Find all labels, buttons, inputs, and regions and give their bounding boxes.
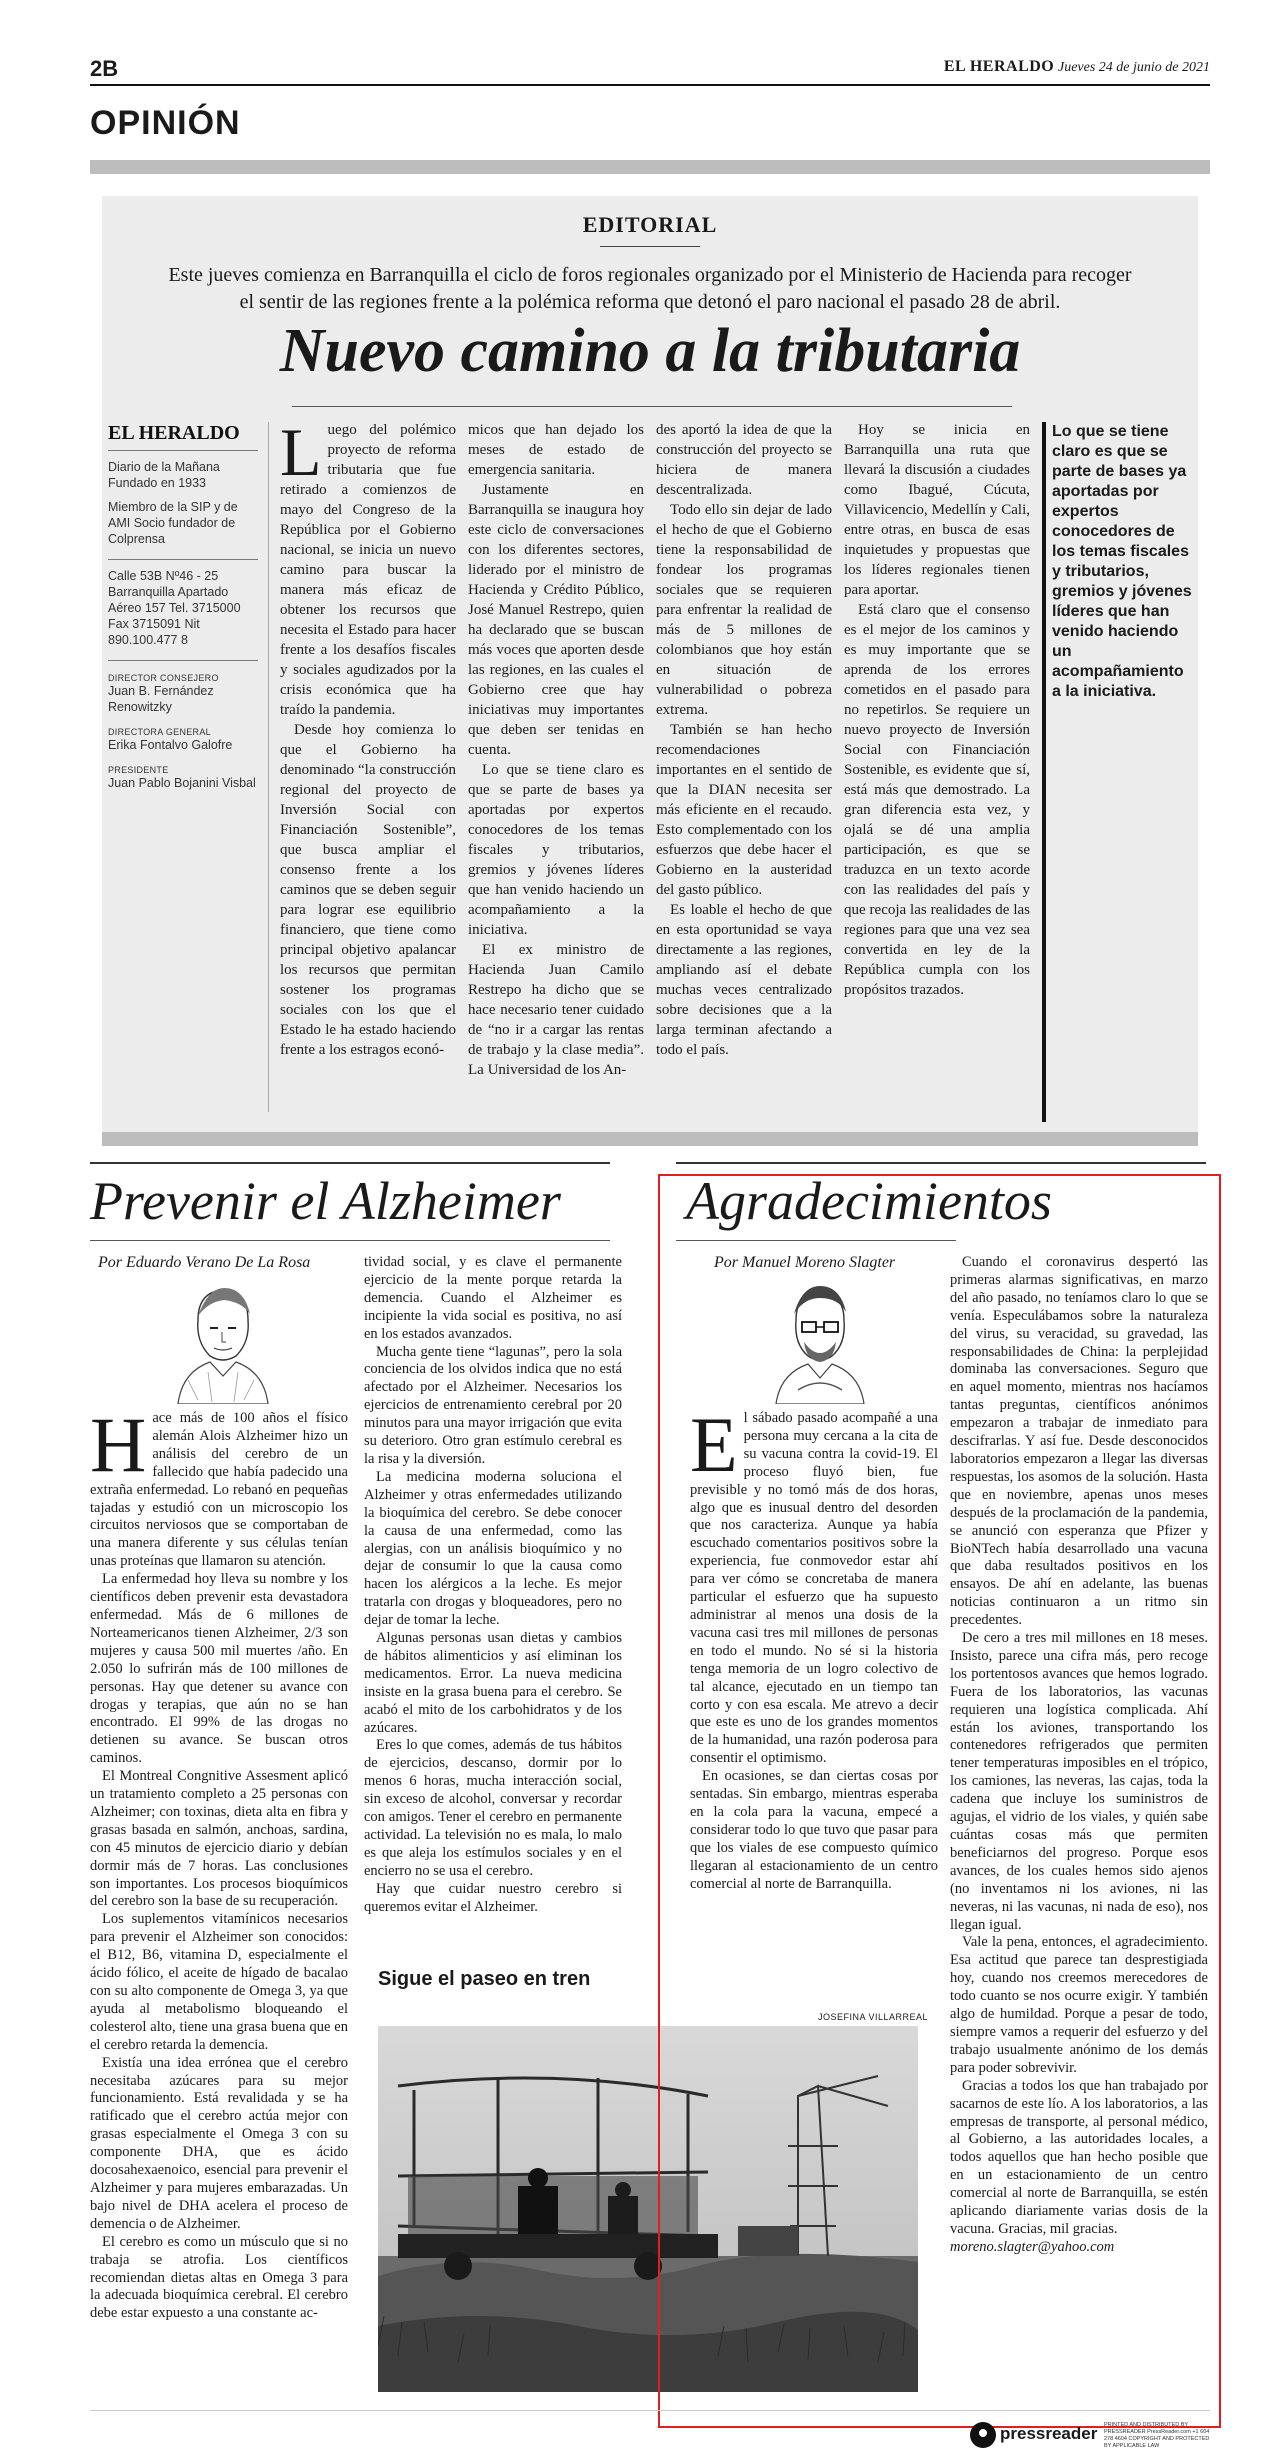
info-person: Erika Fontalvo Galofre: [108, 738, 233, 752]
info-address: Calle 53B Nº46 - 25 Barranquilla Apartado Aéreo 157 Tel. 3715000 Fax 3715091 Nit 890.100.477 8: [108, 569, 241, 647]
paragraph: Existía una idea errónea que el cerebro necesitaba azúcares para su mejor funcionamiento. Está revalidada y se ha ratificado que el cerebro actúa mejor con grasas especialmente el Omega 3 con su componente DHA, que es ácido docosahexaenoico, esencial para prevenir el Alzheimer y para mujeres embarazadas. Un bajo nivel de DHA acelera el proceso de demencia o de Alzheimer.: [90, 2054, 348, 2232]
paragraph: tividad social, y es clave el permanente ejercicio de la mente porque retarda la demencia. Cuando el Alzheimer es incipiente la vida social es positiva, no así en los estados avanzados.: [364, 1254, 622, 1342]
editorial-label-rule: [600, 246, 700, 247]
paragraph: ace más de 100 años el físico alemán Alois Alzheimer hizo un análisis del cerebro de un fallecido que había padecido una extraña enfermedad. Lo rebanó en pequeñas tajadas y estudió con un microscopio los circuitos nerviosos que se comportaban de una manera diferente y sus células tenían unas proteínas que llamaron su atención.: [90, 1410, 348, 1570]
header-rule: [90, 84, 1210, 86]
paragraph: En ocasiones, se dan ciertas cosas por sentadas. Sin embargo, mientras esperaba en la cola para la vacuna, empecé a considerar todo lo que tuvo que pasar para que los viales de ese compuesto químico llegaran al estacionamiento de un centro comercial al norte de Barranquilla.: [690, 1768, 938, 1892]
info-divider: [108, 660, 258, 661]
editorial-dropcap: L: [280, 414, 322, 490]
footer-rule: [90, 2410, 1210, 2411]
info-divider: [108, 559, 258, 560]
paragraph: uego del polémico proyecto de reforma tributaria que fue retirado a comienzos de mayo del Congreso de la República por el Gobierno nacional, se inicia un nuevo camino para buscar la manera más eficaz de obtener los recursos que necesita el Estado para hacer frente a los desafíos fiscales y sociales agudizados por la crisis económica que ha traído la pandemia.: [280, 422, 456, 718]
paragraph: La enfermedad hoy lleva su nombre y los científicos deben prevenir esta devastadora enfermedad. Más de 6 millones de Norteamericanos tienen Alzheimer, 2/3 son mujeres y causa 500 mil muertes /año. En 2.050 lo sufrirán más de 100 millones de personas. Hay que detener su avance con drogas y terapias, que aún no se han encontrado. El 99% de las drogas no detienen su avance. Se buscan otros caminos.: [90, 1571, 348, 1767]
paragraph: Algunas personas usan dietas y cambios de hábitos alimenticios y así eliminan los medicamentos. Error. La nueva medicina insiste en la grasa buena para el cerebro. Se acabó el mito de los carbohidratos y de los azúcares.: [364, 1630, 622, 1736]
headline-rule: [292, 406, 1012, 407]
paragraph: Hay que cuidar nuestro cerebro si queremos evitar el Alzheimer.: [364, 1880, 622, 1915]
paragraph: des aportó la idea de que la construcción del proyecto se hiciera de manera descentralizada.: [656, 422, 832, 498]
paragraph: Gracias a todos los que han trabajado por sacarnos de este lío. A los laboratorios, a las empresas de transporte, al personal médico, al Gobierno, a las autoridades locales, a todos aquellos que han hecho posible que en un estacionamiento de un centro comercial al norte de Barranquilla, se estén aplicando diariamente varias dosis de la vacuna. Gracias, mil gracias.: [950, 2077, 1208, 2237]
editorial-column-1: [280, 414, 456, 1060]
paragraph: Eres lo que comes, además de tus hábitos de ejercicios, descanso, dormir por lo menos 6 horas, mucha interacción social, sin exceso de alcohol, conversar y recordar con amigos. Tener el cerebro en permanente actividad. La televisión no es mala, lo malo es que aleja los estímulos sociales y en el encierro no se usa el cerebro.: [364, 1737, 622, 1879]
author-portrait-verano: [168, 1280, 278, 1404]
editorial-headline: Nuevo camino a la tributaria: [279, 317, 1021, 385]
editorial-column-2: [468, 420, 644, 1080]
paragraph: La medicina moderna soluciona el Alzheimer y otras enfermedades utilizando la bioquímica del cerebro. Se debe conocer la causa de una enfermedad, como las alergias, con un análisis bioquímico y no dejar de consumir lo que la causa como hacen los alérgicos a la leche. Es mejor tratarla con drogas y bloqueadores, pero no dejar de tomar la leche.: [364, 1468, 622, 1629]
article-top-rule: [676, 1162, 1206, 1164]
pull-quote: Lo que se tiene claro es que se parte de bases ya aportadas por expertos conocedores de los temas fiscales y tributarios, gremios y jóvenes líderes que han venido haciendo un acompañamiento a la iniciativa.: [1052, 423, 1192, 700]
info-logo: EL HERALDO: [108, 422, 258, 451]
photo-caption: Sigue el paseo en tren: [378, 1968, 591, 1990]
paragraph: Hoy se inicia en Barranquilla una ruta que llevará la discusión a ciudades como Ibagué, Cúcuta, Villavicencio, Medellín y Cali, entre otras, en busca de esas inquietudes y propuestas que los líderes regionales tienen para aportar.: [844, 422, 1030, 598]
paragraph: Los suplementos vitamínicos necesarios para prevenir el Alzheimer son conocidos: el B12, B6, vitamina D, especialmente el ácido fólico, el aceite de hígado de bacalao con su alto componente de Omega 3, ya que ayuda al metabolismo bloqueando el colesterol alto, tiene una grasa buena que en el cerebro retarda la demencia.: [90, 1911, 348, 2053]
agradecimientos-byline: Por Manuel Moreno Slagter: [714, 1254, 896, 1271]
editorial-box: [102, 196, 1198, 1146]
author-portrait-moreno: [768, 1280, 872, 1404]
editorial-dek: Este jueves comienza en Barranquilla el ciclo de foros regionales organizado por el Ministerio de Hacienda para recoger el sentir de las regiones frente a la polémica reforma que detonó el paro nacional el pasado 28 de abril.: [168, 264, 1132, 313]
paragraph: l sábado pasado acompañé a una persona muy cercana a la cita de su vacuna contra la covid-19. El proceso fluyó bien, fue previsible y no tomó más de dos horas, algo que es inusual dentro del desorden que nos caracteriza. Aunque ya había escuchado comentarios positivos sobre la experiencia, fue conmovedor estar ahí para ver cómo se concretaba de manera particular el esfuerzo que ha supuesto administrar al menos una dosis de la vacuna casi tres mil millones de personas en todo el mundo. No sé si la historia tenga memoria de un logro colectivo de tal alcance, ejecutado en un tiempo tan corto y con esa escala. Me atrevo a decir que este es uno de los grandes momentos de la humanidad, una razón poderosa para consentir el optimismo.: [690, 1410, 938, 1767]
page-header: [90, 56, 1210, 81]
paragraph: Justamente en Barranquilla se inaugura hoy este ciclo de conversaciones con los diferentes sectores, liderado por el ministro de Hacienda y Crédito Público, José Manuel Restrepo, quien ha declarado que se buscan más voces que aporten desde las regiones, en las cuales el Gobierno cree que hay iniciativas muy importantes que deben ser tenidas en cuenta.: [468, 482, 644, 758]
paragraph: De cero a tres mil millones en 18 meses. Insisto, parece una cifra más, pero recoge los portentosos avances que hemos logrado. Fuera de los laboratorios, las vacunas requieren una logística complicada. Ahí están los aviones, transportando los contenedores refrigerados que permiten tener temperaturas imposibles en el trópico, los camiones, las neveras, las cajas, toda la cadena que incluye los suministros de agujas, el vidrio de los viales, y quién sabe cuántas cosas más que permiten beneficiarnos del progreso. Porque esos avances, de los cuales hemos sido ajenos (no inventamos ni los aviones, ni las neveras, ni las vacunas, ni nada de eso), nos llegan igual.: [950, 1630, 1208, 1933]
article-top-rule: [90, 1162, 610, 1164]
column-divider: [268, 422, 269, 1112]
section-band: [90, 160, 1210, 174]
paragraph: Cuando el coronavirus despertó las primeras alarmas significativas, en marzo del año pasado, no teníamos claro lo que se venía. Especulábamos sobre la naturaleza del virus, su veracidad, su gravedad, las responsabilidades de China: la perplejidad dominaba las conversaciones. Seguro que en aquel momento, mientras nos hacíamos tantas preguntas, científicos anónimos empezaron a trabajar de inmediato para descifrarlas. Y así fue. Desde desconocidos laboratorios empezaron a llegar las diversas respuestas, los asomos de la solución. Hasta que en noviembre, apenas unos meses después de la proclamación de la pandemia, se anunció con esperanza que Pfizer y BioNTech había desarrollado una vacuna que daba resultados positivos en los ensayos. De ahí en adelante, las buenas noticias continuaron a un ritmo sin precedentes.: [950, 1254, 1208, 1629]
pressreader-note: PRINTED AND DISTRIBUTED BY PRESSREADER PressReader.com +1 604 278 4604 COPYRIGHT AND PROTECTED BY APPLICABLE LAW: [1104, 2422, 1210, 2449]
paragraph: Es loable el hecho de que en esta oportunidad se vaya directamente a las regiones, ampliando así el debate muchas veces centralizado sobre decisiones que a la larga terminan afectando a todo el país.: [656, 902, 832, 1058]
pressreader-name: pressreader: [1000, 2424, 1098, 2443]
issue-date: Jueves 24 de junio de 2021: [1057, 60, 1210, 75]
alzheimer-column-2: [364, 1254, 622, 1917]
paragraph: Mucha gente tiene “lagunas”, pero la sola conciencia de los olvidos indica que no está afectado por el Alzheimer. Necesarios los ejercicios de entrenamiento cerebral por 20 minutos para una mayor irrigación que evita su deterioro. Otro gran estímulo cerebral es la risa y la diversión.: [364, 1343, 622, 1467]
paragraph: Desde hoy comienza lo que el Gobierno ha denominado “la construcción regional del proyecto de Inversión Social con Financiación Sostenible”, que busca ampliar el consenso frente a los caminos que se deben seguir para lograr ese equilibrio financiero, que tiene como principal objetivo apalancar los recursos que permitan sostener los programas sociales con los que el Estado le ha estado haciendo frente a los estragos econó-: [280, 722, 456, 1058]
headline-underline: [676, 1240, 956, 1241]
editorial-column-3: [656, 420, 832, 1060]
paragraph: También se han hecho recomendaciones importantes en el sentido de que la DIAN necesita ser más eficiente en el recaudo. Esto complementado con los esfuerzos que debe hacer el Gobierno en la austeridad del gasto público.: [656, 722, 832, 898]
info-person: Juan Pablo Bojanini Visbal: [108, 776, 256, 790]
headline-underline: [90, 1240, 610, 1241]
info-person: Juan B. Fernández Renowitzky: [108, 684, 214, 714]
alzheimer-byline: Por Eduardo Verano De La Rosa: [98, 1254, 311, 1271]
agradecimientos-dropcap: E: [690, 1401, 738, 1488]
alzheimer-dropcap: H: [90, 1401, 147, 1488]
pressreader-badge[interactable]: [970, 2420, 1210, 2450]
paragraph: Vale la pena, entonces, el agradecimiento. Esa actitud que parece tan desprestigiada hoy, cuando nos creemos merecedores de todo cuanto se nos ocurre exigir. Y también algo de humildad. Porque a pesar de todo, siempre vamos a requerir del esfuerzo y del trabajo usualmente anónimo de los demás para poder sobrevivir.: [950, 1934, 1208, 2076]
masthead: [944, 58, 1210, 76]
agradecimientos-headline: Agradecimientos: [686, 1171, 1052, 1231]
info-role: PRESIDENTE: [108, 765, 169, 775]
editorial-column-4: [844, 420, 1030, 1000]
pull-quote-bar: [1042, 422, 1046, 1122]
section-title: OPINIÓN: [90, 104, 241, 142]
agradecimientos-column-2: [950, 1254, 1208, 2257]
paper-name: EL HERALDO: [943, 58, 1055, 75]
alzheimer-column-1: [90, 1401, 348, 2323]
author-email[interactable]: moreno.slagter@yahoo.com: [950, 2238, 1115, 2255]
page-number: 2B: [90, 56, 119, 81]
pressreader-logo-icon: [970, 2422, 996, 2448]
info-role: DIRECTOR CONSEJERO: [108, 673, 219, 683]
paragraph: El cerebro es como un músculo que si no trabaja se atrofia. Los científicos recomiendan dietas altas en Omega 3 para la adecuada bioquímica cerebral. El cerebro debe estar expuesto a una constante ac-: [90, 2233, 348, 2322]
agradecimientos-column-1: [690, 1401, 938, 1893]
editorial-label: EDITORIAL: [582, 212, 718, 237]
paragraph: Está claro que el consenso es el mejor de los caminos y es muy importante que se aprenda de los errores cometidos en el pasado para no repetirlos. Se requiere un nuevo proyecto de Inversión Social con Financiación Sostenible, es evidente que sí, está más que demostrado. La gran diferencia esta vez, y ojalá se dé una amplia participación, es que se traduzca en un texto acorde con las realidades del país y que recoja las realidades de las regiones para que una vez sea convertida en ley de la República cumpla con los propósitos trazados.: [844, 602, 1030, 998]
masthead-info-box: [108, 422, 258, 791]
paragraph: micos que han dejado los meses de estado de emergencia sanitaria.: [468, 422, 644, 478]
info-role: DIRECTORA GENERAL: [108, 727, 211, 737]
info-founded: Diario de la Mañana Fundado en 1933: [108, 460, 220, 490]
paragraph: El ex ministro de Hacienda Juan Camilo Restrepo ha dicho que se hace necesario tener cuidado de “no ir a cargar las rentas de trabajo y la clase media”. La Universidad de los An-: [468, 942, 644, 1078]
info-members: Miembro de la SIP y de AMI Socio fundador de Colprensa: [108, 500, 238, 546]
paragraph: Lo que se tiene claro es que se parte de bases ya aportadas por expertos conocedores de los temas fiscales y tributarios, gremios y jóvenes líderes que han venido haciendo un acompañamiento a la iniciativa.: [468, 762, 644, 938]
paragraph: Todo ello sin dejar de lado el hecho de que el Gobierno tiene la responsabilidad de fondear los programas sociales que se requieren para enfrentar la realidad de más de 5 millones de colombianos que hoy están en situación de vulnerabilidad o pobreza extrema.: [656, 502, 832, 718]
alzheimer-headline: Prevenir el Alzheimer: [90, 1171, 561, 1231]
paragraph: El Montreal Congnitive Assesment aplicó un tratamiento completo a 25 personas con Alzheimer; con toxinas, dieta alta en fibra y grasas basada en salmón, anchoas, sardina, con 45 minutos de ejercicio diario y debían dormir más de 7 horas. Las conclusiones son importantes. Los procesos bioquímicos del cerebro son la base de su recuperación.: [90, 1768, 348, 1910]
photo-credit: JOSEFINA VILLARREAL: [818, 2012, 929, 2022]
